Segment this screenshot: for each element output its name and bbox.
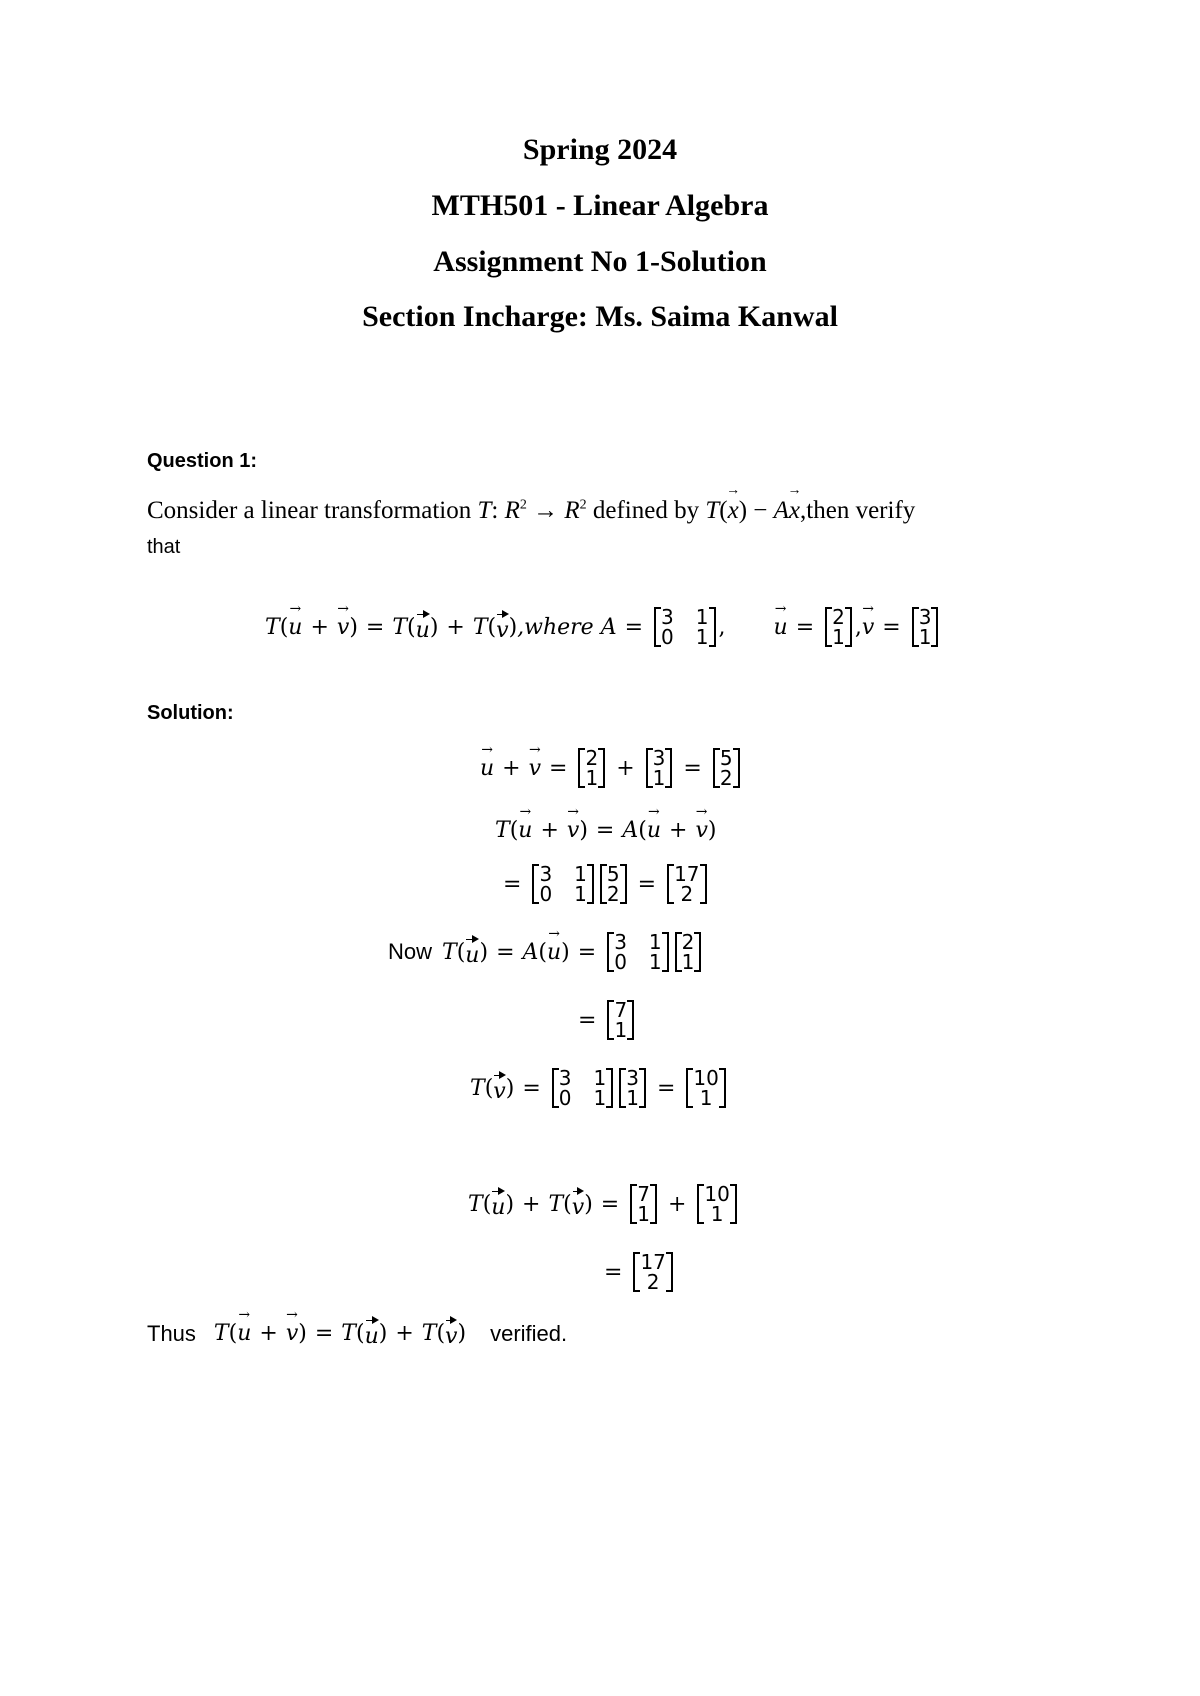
transform-v-step: T ( v ) = 3 0 1 1 3 1 = 10 1 xyxy=(470,1068,729,1108)
question-label: Question 1: xyxy=(147,450,258,472)
vector-cell: 2 xyxy=(585,746,599,770)
question-statement: Consider a linear transformation T: $R^2 \to R^2$ defined by T(x → ) − Ax → ,then verify xyxy=(147,483,916,524)
vector-cell: 17 xyxy=(674,862,700,886)
matrix-A-cell: 0 xyxy=(661,625,674,649)
given-equation: T ( u → + v → ) = T ( u ) + T ( v ) ,where A = 3 0 1 1 , u → = 2 1 , v → = 3 1 xyxy=(265,607,941,647)
matrix-A-cell: 1 xyxy=(695,605,709,629)
matrix-A-cell: 3 xyxy=(614,930,627,954)
vector-cell: 10 xyxy=(693,1066,719,1090)
vector-cell: 1 xyxy=(626,1086,639,1110)
vector-cell: 3 xyxy=(918,605,932,629)
vector-cell: 1 xyxy=(652,766,666,790)
vector-cell: 1 xyxy=(710,1202,724,1226)
vector-cell: 1 xyxy=(614,1018,628,1042)
course-heading: MTH501 - Linear Algebra xyxy=(431,189,769,222)
vector-cell: 5 xyxy=(606,862,620,886)
matrix-A-cell: 1 xyxy=(695,625,709,649)
vector-cell: 17 xyxy=(640,1250,666,1274)
matrix-A-cell: 0 xyxy=(614,950,627,974)
product-step: = 3 0 1 1 5 2 = 17 2 xyxy=(495,864,710,904)
transform-sum-check: T ( u ) + T ( v ) = 7 1 + 10 1 xyxy=(468,1184,740,1224)
question-text-cont: that xyxy=(147,536,181,558)
matrix-A-cell: 3 xyxy=(661,605,674,629)
matrix-A-cell: 0 xyxy=(539,882,553,906)
incharge-heading: Section Incharge: Ms. Saima Kanwal xyxy=(362,300,838,333)
vector-u xyxy=(825,607,852,647)
thus-word: Thus xyxy=(147,1320,196,1346)
matrix-A-cell: 1 xyxy=(593,1066,607,1090)
vector-cell: 7 xyxy=(614,998,628,1022)
matrix-A xyxy=(654,607,715,647)
vector-cell: 1 xyxy=(585,766,599,790)
matrix-A-cell: 1 xyxy=(648,930,662,954)
matrix-A-cell: 3 xyxy=(539,862,553,886)
matrix-A-cell: 1 xyxy=(593,1086,607,1110)
now-word: Now xyxy=(388,939,433,964)
vector-cell: 7 xyxy=(637,1182,650,1206)
vector-cell: 5 xyxy=(719,746,733,770)
solution-label: Solution: xyxy=(147,702,234,724)
transform-u-step: Now T ( u ) = A ( u → ) = 3 0 1 1 2 1 xyxy=(388,932,704,972)
where-text: ,where xyxy=(517,614,594,640)
vector-v xyxy=(912,607,939,647)
matrix-A-cell: 1 xyxy=(574,882,587,906)
vector-cell: 3 xyxy=(626,1066,639,1090)
vector-cell: 1 xyxy=(918,625,932,649)
matrix-A-cell: 1 xyxy=(574,862,587,886)
vector-cell: 2 xyxy=(646,1270,660,1294)
transform-u-result: = 7 1 xyxy=(570,1000,637,1040)
vector-cell: 2 xyxy=(681,930,695,954)
conclusion-line: Thus T ( u → + v → ) = T ( u ) + T ( v ) verified. xyxy=(147,1307,568,1349)
sum-step: u → + v → = 2 1 + 3 1 = 5 2 xyxy=(480,748,743,788)
semester-heading: Spring 2024 xyxy=(522,133,678,166)
matrix-A-cell: 1 xyxy=(648,950,662,974)
matrix-A-cell: 3 xyxy=(558,1066,572,1090)
vector-cell: 2 xyxy=(606,882,620,906)
vector-cell: 2 xyxy=(680,882,694,906)
vector-cell: 1 xyxy=(699,1086,713,1110)
matrix-A-cell: 0 xyxy=(558,1086,572,1110)
vector-cell: 2 xyxy=(832,605,845,629)
question-text-1: Consider a linear transformation xyxy=(147,497,472,524)
verified-word: verified. xyxy=(490,1320,568,1346)
question-text-2: defined by xyxy=(592,497,700,524)
transform-sum-step: T ( u → + v → ) = A ( u → + v → ) xyxy=(495,804,717,843)
vector-cell: 1 xyxy=(832,625,845,649)
vector-cell: 10 xyxy=(704,1182,730,1206)
vector-cell: 2 xyxy=(719,766,733,790)
assignment-heading: Assignment No 1-Solution xyxy=(433,245,767,278)
vector-cell: 3 xyxy=(652,746,666,770)
vector-cell: 1 xyxy=(637,1202,650,1226)
question-text-3: then verify xyxy=(806,497,916,524)
transform-sum-result: = 17 2 xyxy=(596,1252,676,1292)
sum-vector xyxy=(713,748,740,788)
vector-cell: 1 xyxy=(681,950,695,974)
